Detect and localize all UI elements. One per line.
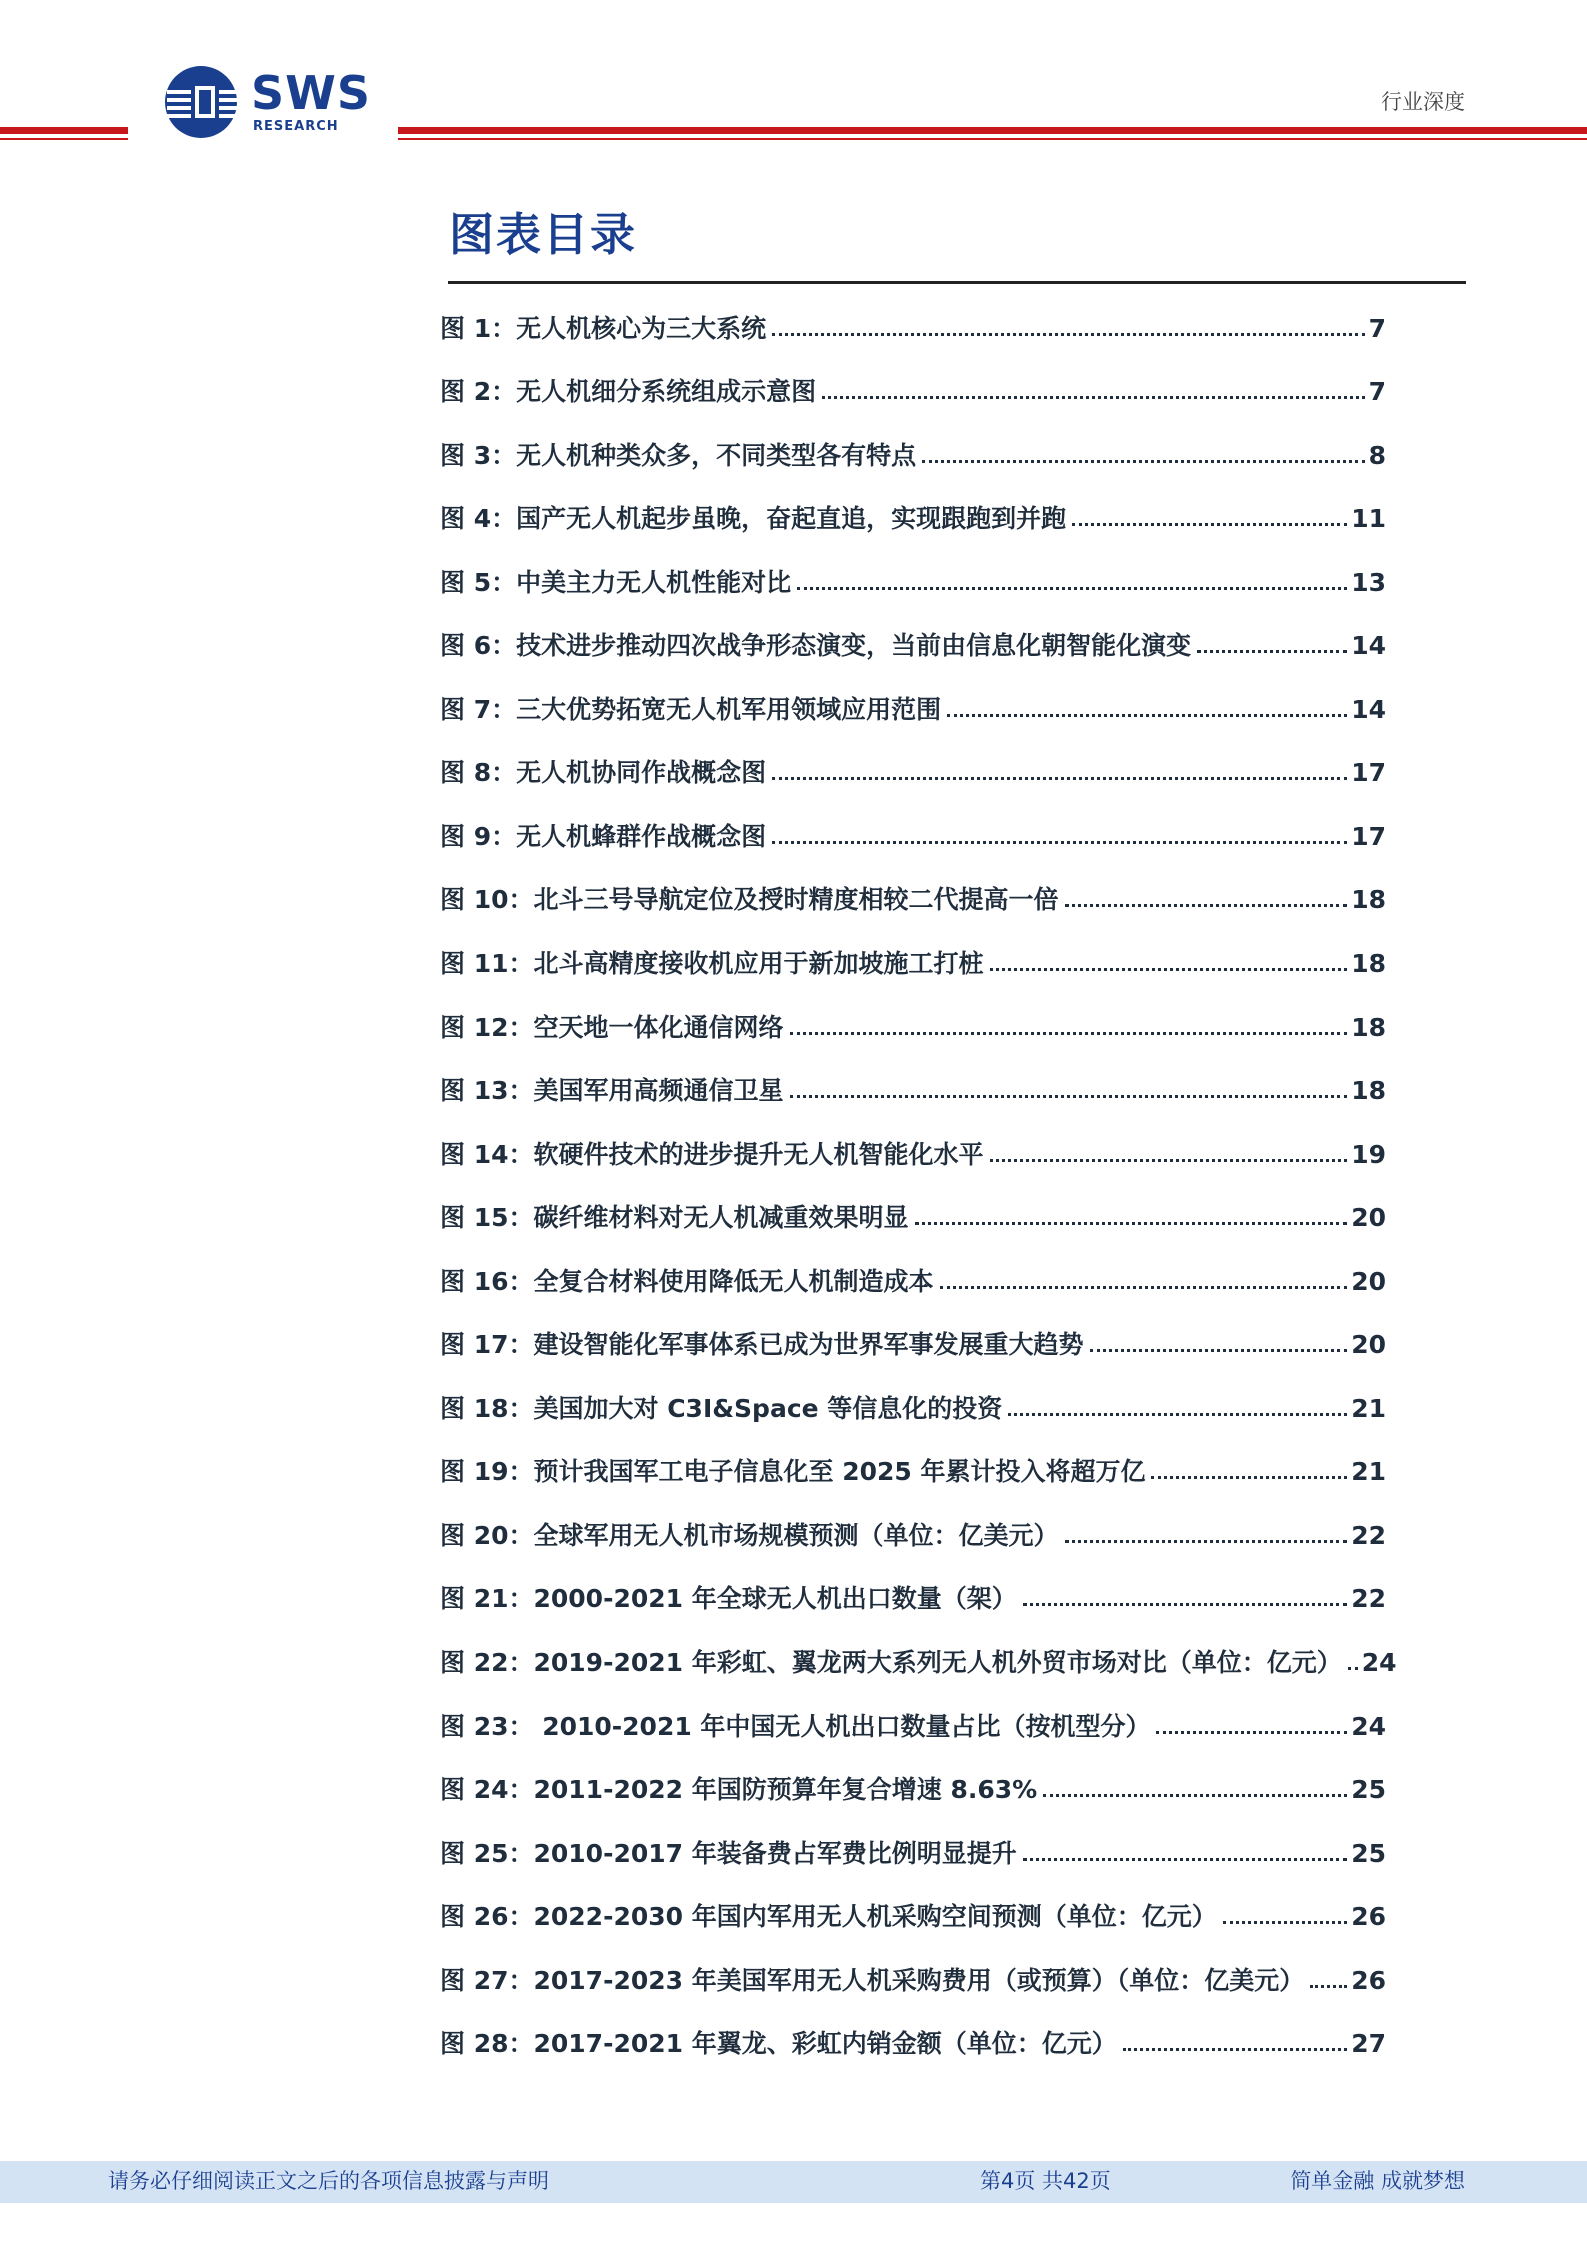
toc-dot-leader bbox=[1151, 1476, 1347, 1479]
toc-entry-page: 26 bbox=[1351, 1902, 1386, 1932]
toc-dot-leader bbox=[790, 1032, 1348, 1035]
toc-entry[interactable] bbox=[440, 1771, 1386, 1835]
toc-dot-leader bbox=[1043, 1794, 1347, 1797]
toc-entry[interactable] bbox=[440, 1262, 1386, 1326]
toc-entry[interactable] bbox=[440, 2025, 1386, 2089]
toc-dot-leader bbox=[1223, 1921, 1347, 1924]
toc-entry[interactable] bbox=[440, 1898, 1386, 1962]
toc-entry-page: 20 bbox=[1351, 1266, 1386, 1296]
toc-entry-page: 20 bbox=[1351, 1203, 1386, 1233]
toc-entry-label: 图 25：2010-2017 年装备费占军费比例明显提升 bbox=[440, 1838, 1017, 1868]
footer-bar bbox=[0, 2161, 1587, 2203]
toc-dot-leader bbox=[1090, 1349, 1348, 1352]
toc-dot-leader bbox=[1156, 1731, 1347, 1734]
toc-entry[interactable] bbox=[440, 1961, 1386, 2025]
header-rule-left bbox=[0, 127, 128, 134]
toc-entry-label: 图 3：无人机种类众多，不同类型各有特点 bbox=[440, 440, 917, 470]
toc-entry-page: 21 bbox=[1351, 1393, 1386, 1423]
toc-entry[interactable] bbox=[440, 500, 1386, 564]
toc-entry-page: 26 bbox=[1351, 1965, 1386, 1995]
toc-dot-leader bbox=[1023, 1858, 1347, 1861]
toc-entry-page: 7 bbox=[1368, 377, 1386, 407]
toc-entry-label: 图 15：碳纤维材料对无人机减重效果明显 bbox=[440, 1203, 909, 1233]
toc-entry-label: 图 1：无人机核心为三大系统 bbox=[440, 313, 767, 343]
toc-entry-page: 25 bbox=[1351, 1775, 1386, 1805]
toc-dot-leader bbox=[1065, 904, 1348, 907]
toc-entry-page: 11 bbox=[1351, 504, 1386, 534]
toc-entry-label: 图 5：中美主力无人机性能对比 bbox=[440, 567, 792, 597]
logo-subtext: RESEARCH bbox=[253, 119, 339, 134]
toc-entry-page: 24 bbox=[1361, 1648, 1397, 1678]
title-rule bbox=[448, 281, 1466, 284]
footer-slogan: 简单金融 成就梦想 bbox=[1290, 2169, 1465, 2193]
toc-entry[interactable] bbox=[440, 1199, 1386, 1263]
toc-entry-page: 19 bbox=[1351, 1139, 1386, 1169]
toc-dot-leader bbox=[947, 714, 1347, 717]
toc-entry[interactable] bbox=[440, 1707, 1386, 1771]
toc-dot-leader bbox=[772, 777, 1347, 780]
toc-entry-label: 图 6：技术进步推动四次战争形态演变，当前由信息化朝智能化演变 bbox=[440, 631, 1192, 661]
toc-entry-label: 图 27：2017-2023 年美国军用无人机采购费用（或预算）（单位：亿美元） bbox=[440, 1965, 1305, 1995]
toc-entry-label: 图 22：2019-2021 年彩虹、翼龙两大系列无人机外贸市场对比（单位：亿元） bbox=[440, 1648, 1342, 1678]
toc-entry-label: 图 8：无人机协同作战概念图 bbox=[440, 758, 767, 788]
toc-entry-label: 图 14：软硬件技术的进步提升无人机智能化水平 bbox=[440, 1139, 984, 1169]
toc-dot-leader bbox=[990, 968, 1348, 971]
logo-text: SWS bbox=[251, 66, 371, 120]
toc-entry-label: 图 2：无人机细分系统组成示意图 bbox=[440, 377, 817, 407]
toc-entry[interactable] bbox=[440, 1326, 1386, 1390]
toc-entry-label: 图 16：全复合材料使用降低无人机制造成本 bbox=[440, 1266, 934, 1296]
toc-entry-label: 图 7：三大优势拓宽无人机军用领域应用范围 bbox=[440, 694, 942, 724]
toc-dot-leader bbox=[922, 460, 1364, 463]
toc-entry-label: 图 10：北斗三号导航定位及授时精度相较二代提高一倍 bbox=[440, 885, 1059, 915]
toc-entry-page: 7 bbox=[1368, 313, 1386, 343]
toc-entry-label: 图 13：美国军用高频通信卫星 bbox=[440, 1076, 784, 1106]
toc-entry-label: 图 19：预计我国军工电子信息化至 2025 年累计投入将超万亿 bbox=[440, 1457, 1146, 1487]
toc-entry[interactable] bbox=[440, 1389, 1386, 1453]
toc-entry-label: 图 26：2022-2030 年国内军用无人机采购空间预测（单位：亿元） bbox=[440, 1902, 1217, 1932]
toc-entry-label: 图 21：2000-2021 年全球无人机出口数量（架） bbox=[440, 1584, 1017, 1614]
toc-entry-page: 21 bbox=[1351, 1457, 1386, 1487]
toc-dot-leader bbox=[1008, 1413, 1347, 1416]
toc-entry[interactable] bbox=[440, 1643, 1397, 1707]
toc-entry[interactable] bbox=[440, 1580, 1386, 1644]
sws-logo bbox=[163, 64, 383, 144]
toc-dot-leader bbox=[940, 1286, 1348, 1289]
toc-entry-page: 24 bbox=[1351, 1711, 1386, 1741]
sws-logo-icon bbox=[163, 64, 243, 144]
toc-entry[interactable] bbox=[440, 1135, 1386, 1199]
toc-dot-leader bbox=[915, 1222, 1348, 1225]
toc-entry-page: 17 bbox=[1351, 758, 1386, 788]
toc-entry[interactable] bbox=[440, 563, 1386, 627]
toc-entry[interactable] bbox=[440, 1516, 1386, 1580]
toc-entry[interactable] bbox=[440, 1453, 1386, 1517]
toc-entry-label: 图 20：全球军用无人机市场规模预测（单位：亿美元） bbox=[440, 1520, 1059, 1550]
toc-entry-label: 图 12：空天地一体化通信网络 bbox=[440, 1012, 784, 1042]
toc-dot-leader bbox=[772, 841, 1347, 844]
toc-entry[interactable] bbox=[440, 436, 1386, 500]
toc-dot-leader bbox=[1065, 1540, 1348, 1543]
toc-entry-page: 18 bbox=[1351, 949, 1386, 979]
toc-entry-page: 22 bbox=[1351, 1520, 1386, 1550]
toc-entry[interactable] bbox=[440, 627, 1386, 691]
toc-entry-page: 13 bbox=[1351, 567, 1386, 597]
toc-entry-label: 图 17：建设智能化军事体系已成为世界军事发展重大趋势 bbox=[440, 1330, 1084, 1360]
toc-entry-page: 8 bbox=[1368, 440, 1386, 470]
figure-list bbox=[440, 309, 1397, 2088]
toc-dot-leader bbox=[1023, 1603, 1347, 1606]
page-number: 第4页 共42页 bbox=[980, 2169, 1111, 2193]
toc-entry-page: 17 bbox=[1351, 821, 1386, 851]
toc-dot-leader bbox=[797, 587, 1347, 590]
toc-entry-page: 14 bbox=[1351, 694, 1386, 724]
toc-entry-page: 18 bbox=[1351, 1076, 1386, 1106]
toc-entry[interactable] bbox=[440, 817, 1386, 881]
toc-dot-leader bbox=[990, 1159, 1348, 1162]
toc-entry[interactable] bbox=[440, 1008, 1386, 1072]
toc-dot-leader bbox=[790, 1095, 1348, 1098]
toc-entry[interactable] bbox=[440, 1834, 1386, 1898]
toc-entry-page: 22 bbox=[1351, 1584, 1386, 1614]
toc-entry-label: 图 23： 2010-2021 年中国无人机出口数量占比（按机型分） bbox=[440, 1711, 1151, 1741]
toc-dot-leader bbox=[1197, 650, 1347, 653]
toc-dot-leader bbox=[1072, 523, 1347, 526]
toc-dot-leader bbox=[822, 396, 1364, 399]
toc-entry-label: 图 24：2011-2022 年国防预算年复合增速 8.63% bbox=[440, 1775, 1038, 1805]
toc-entry-page: 20 bbox=[1351, 1330, 1386, 1360]
toc-entry-label: 图 28：2017-2021 年翼龙、彩虹内销金额（单位：亿元） bbox=[440, 2029, 1117, 2059]
toc-entry-page: 27 bbox=[1351, 2029, 1386, 2059]
toc-dot-leader bbox=[1123, 2048, 1347, 2051]
footer-disclaimer: 请务必仔细阅读正文之后的各项信息披露与声明 bbox=[108, 2169, 549, 2193]
toc-entry-page: 18 bbox=[1351, 1012, 1386, 1042]
report-category: 行业深度 bbox=[1381, 90, 1465, 114]
header-thin-rule-right bbox=[398, 138, 1587, 140]
toc-entry[interactable] bbox=[440, 690, 1386, 754]
header-thin-rule-left bbox=[0, 138, 128, 140]
page-title: 图表目录 bbox=[449, 208, 638, 261]
toc-entry[interactable] bbox=[440, 1072, 1386, 1136]
toc-entry[interactable] bbox=[440, 373, 1386, 437]
header-rule-right bbox=[398, 127, 1587, 134]
toc-dot-leader bbox=[1310, 1985, 1347, 1988]
toc-entry[interactable] bbox=[440, 309, 1386, 373]
toc-dot-leader bbox=[772, 333, 1364, 336]
toc-entry-label: 图 4：国产无人机起步虽晚，奋起直追，实现跟跑到并跑 bbox=[440, 504, 1067, 534]
toc-entry[interactable] bbox=[440, 754, 1386, 818]
toc-dot-leader bbox=[1348, 1667, 1358, 1670]
toc-entry-page: 14 bbox=[1351, 631, 1386, 661]
toc-entry-label: 图 9：无人机蜂群作战概念图 bbox=[440, 821, 767, 851]
toc-entry[interactable] bbox=[440, 881, 1386, 945]
toc-entry[interactable] bbox=[440, 944, 1386, 1008]
toc-entry-label: 图 11：北斗高精度接收机应用于新加坡施工打桩 bbox=[440, 949, 984, 979]
toc-entry-page: 25 bbox=[1351, 1838, 1386, 1868]
toc-entry-page: 18 bbox=[1351, 885, 1386, 915]
toc-entry-label: 图 18：美国加大对 C3I&Space 等信息化的投资 bbox=[440, 1393, 1003, 1423]
